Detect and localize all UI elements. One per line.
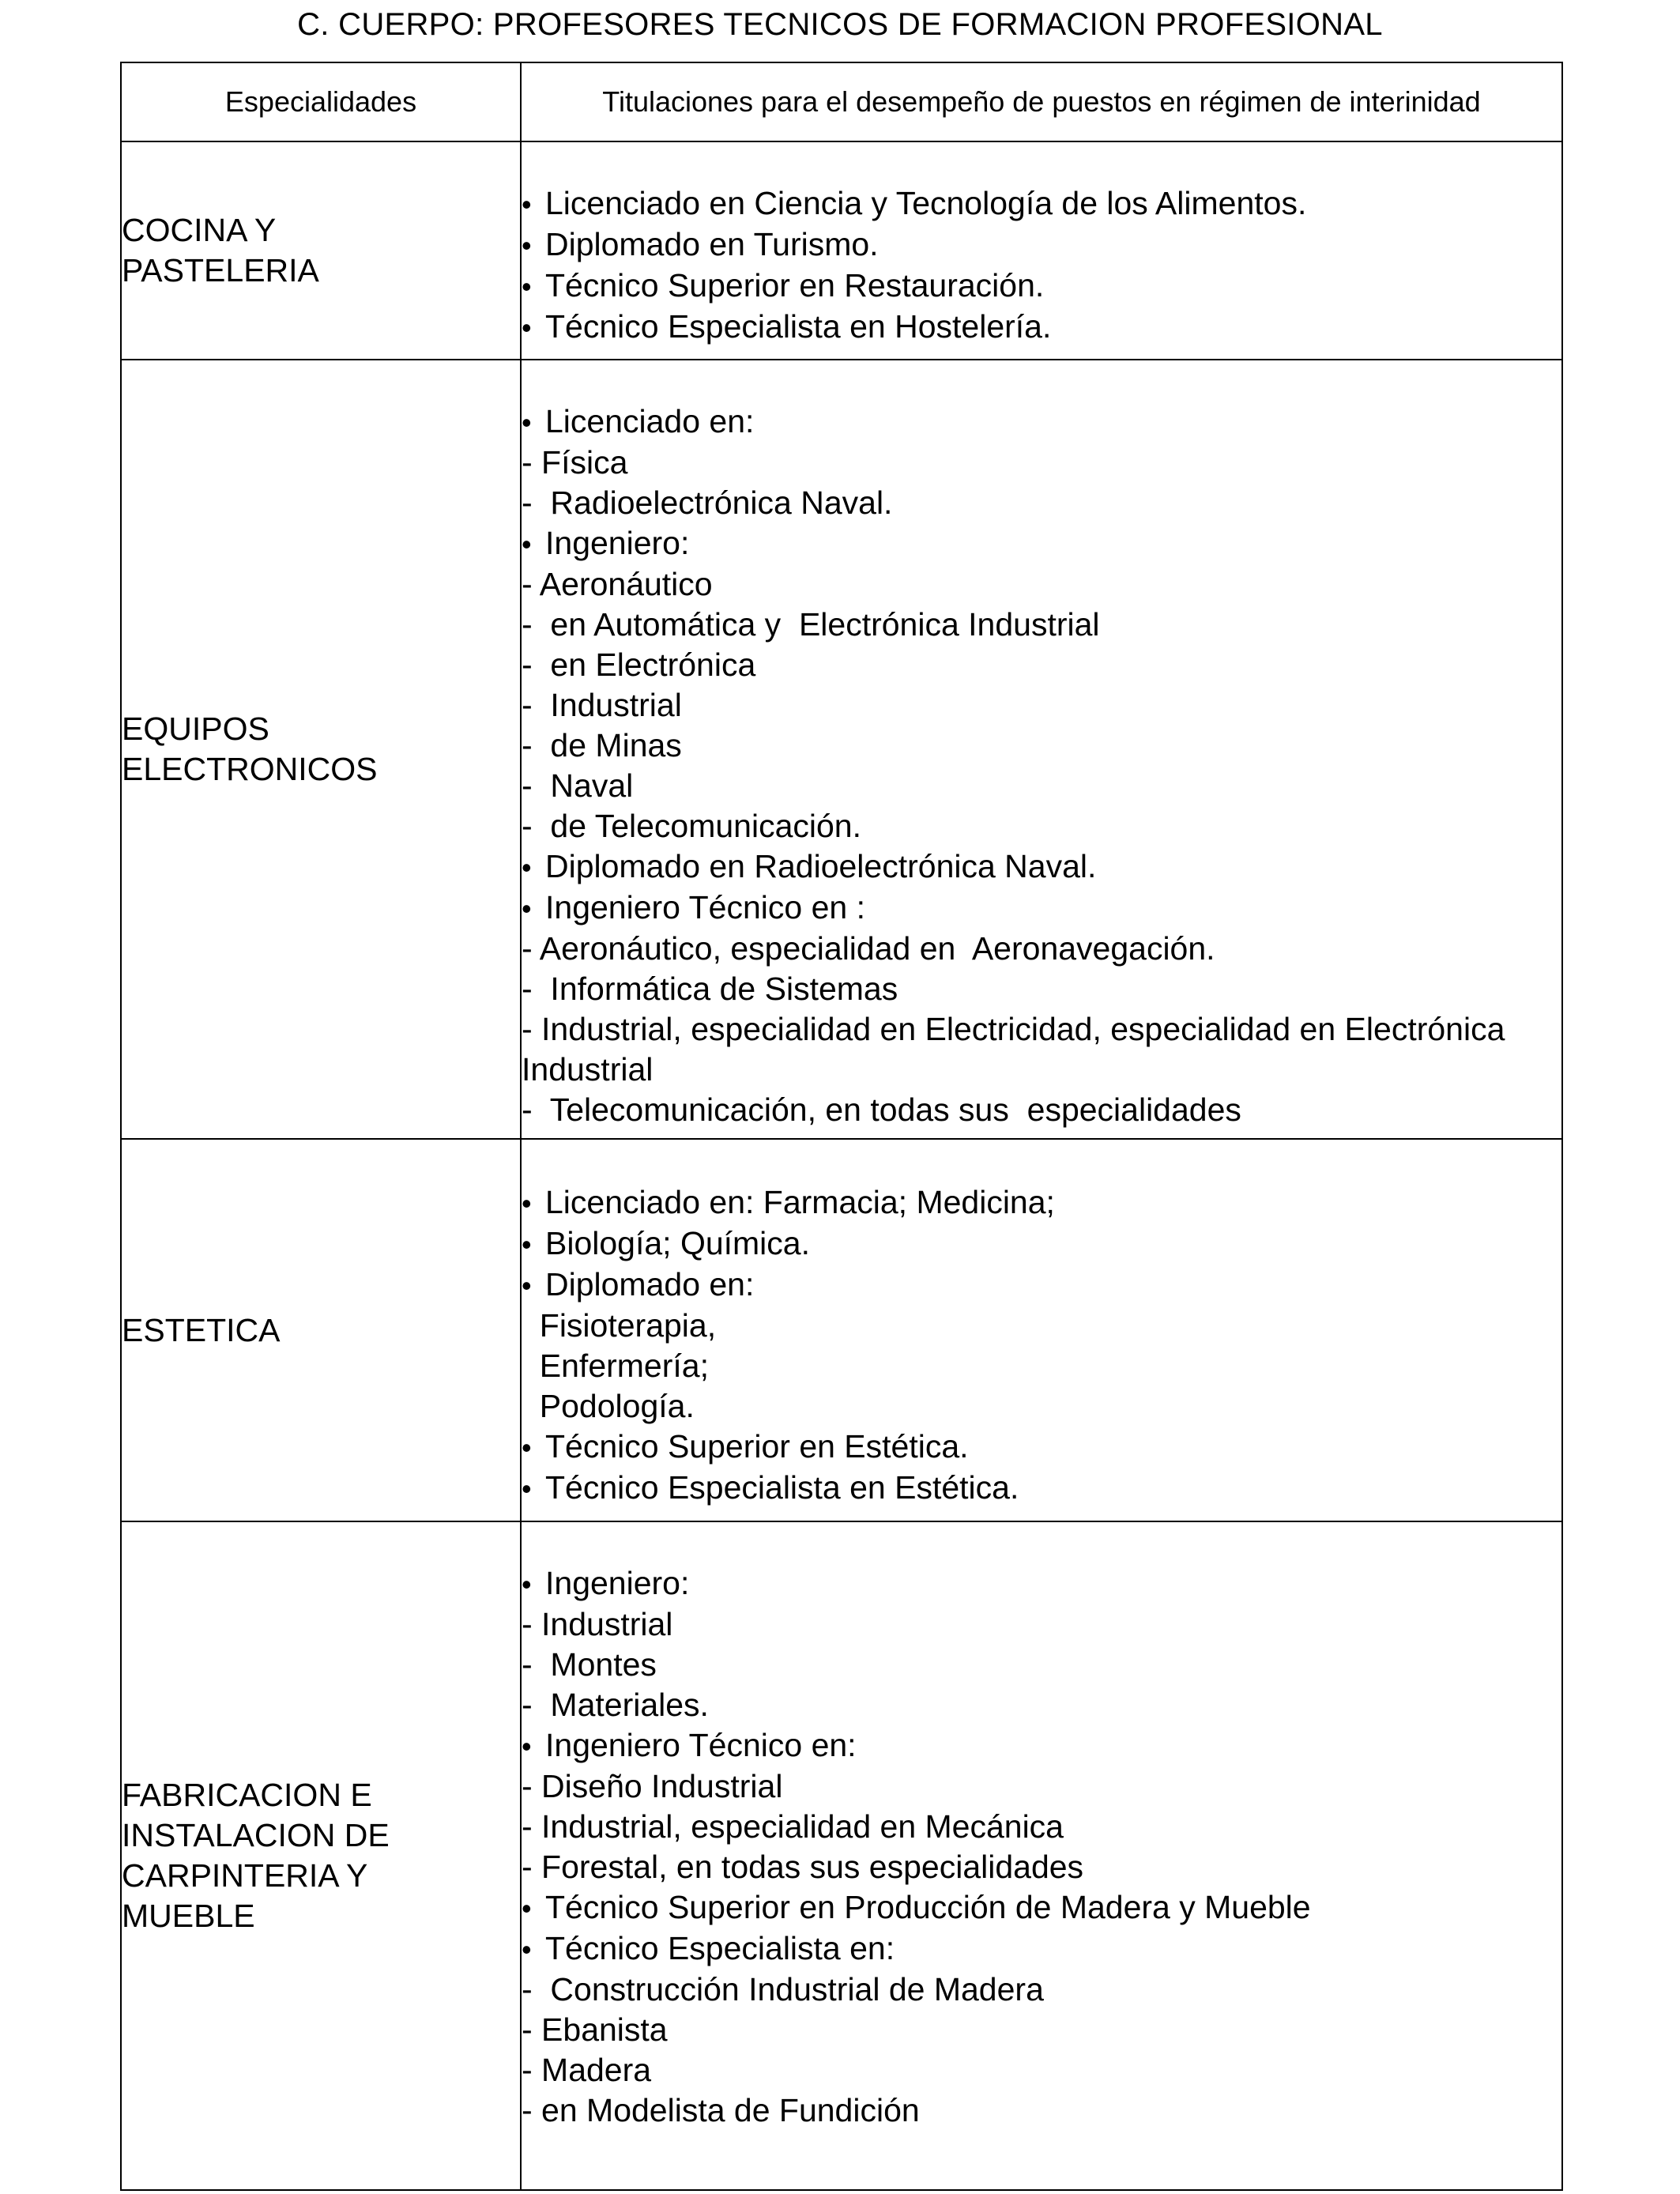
bullet-item: • Ingeniero: <box>522 1563 1561 1604</box>
sub-item: - Aeronáutico, especialidad en Aeronavegación. <box>522 930 1215 967</box>
sub-item: - Industrial <box>522 687 682 723</box>
bullet-item: • Técnico Especialista en Hostelería. <box>522 307 1561 348</box>
specialty-cell <box>121 1521 521 2190</box>
sub-item: - Industrial, especialidad en Mecánica <box>522 1808 1064 1845</box>
specialty-name-line: PASTELERIA <box>122 252 319 288</box>
bullet-item: • Ingeniero Técnico en : <box>522 888 1561 929</box>
sub-item: Podología. <box>522 1388 695 1424</box>
bullet-item: • Biología; Química. <box>522 1223 1561 1265</box>
sub-item: - Naval <box>522 767 634 804</box>
table-row <box>121 141 1562 360</box>
header-especialidades: Especialidades <box>121 62 521 141</box>
titulaciones-cell <box>521 141 1562 360</box>
bullet-item: • Diplomado en Turismo. <box>522 224 1561 266</box>
table-row <box>121 360 1562 1139</box>
specialty-cell <box>121 141 521 360</box>
sub-item: Enfermería; <box>522 1348 709 1384</box>
sub-item: - en Electrónica <box>522 647 756 683</box>
sub-item: - Industrial <box>522 1606 673 1642</box>
sub-item: - Forestal, en todas sus especialidades <box>522 1849 1084 1885</box>
bullet-item: • Licenciado en: <box>522 401 1561 443</box>
sub-item: - Física <box>522 444 628 481</box>
bullet-item: • Licenciado en Ciencia y Tecnología de los Alimentos. <box>522 183 1561 224</box>
specialty-name-line: MUEBLE <box>122 1898 255 1934</box>
bullet-item: • Técnico Especialista en Estética. <box>522 1468 1561 1509</box>
sub-item: - Informática de Sistemas <box>522 971 898 1007</box>
specialty-cell <box>121 1139 521 1521</box>
sub-item: - Telecomunicación, en todas sus especialidades <box>522 1091 1241 1128</box>
sub-item: - Materiales. <box>522 1687 709 1723</box>
specialty-cell <box>121 360 521 1139</box>
sub-item: - Ebanista <box>522 2011 668 2048</box>
specialty-name-line: FABRICACION E <box>122 1777 372 1813</box>
sub-item: - en Modelista de Fundición <box>522 2092 920 2128</box>
document-title: C. CUERPO: PROFESORES TECNICOS DE FORMACION PROFESIONAL <box>297 7 1383 42</box>
titulaciones-cell <box>521 1521 1562 2190</box>
sub-item: Fisioterapia, <box>522 1307 717 1344</box>
specialty-name-line: ESTETICA <box>122 1311 281 1348</box>
specialty-name-line: CARPINTERIA Y <box>122 1857 368 1894</box>
titulaciones-cell <box>521 1139 1562 1521</box>
sub-item: - Aeronáutico <box>522 566 713 602</box>
specialty-name-line: ELECTRONICOS <box>122 751 378 787</box>
sub-item: - Radioelectrónica Naval. <box>522 484 893 521</box>
header-titulaciones: Titulaciones para el desempeño de puestos en régimen de interinidad <box>521 62 1562 141</box>
table-row <box>121 1521 1562 2190</box>
table-header-row <box>121 62 1562 141</box>
sub-item: - Construcción Industrial de Madera <box>522 1971 1044 2007</box>
specialty-name-line: INSTALACION DE <box>122 1817 390 1853</box>
bullet-item: • Técnico Superior en Producción de Madera y Mueble <box>522 1887 1561 1928</box>
table-row <box>121 1139 1562 1521</box>
sub-item: - de Minas <box>522 727 682 763</box>
sub-item: - Industrial, especialidad en Electricidad, especialidad en Electrónica Industrial <box>522 1011 1505 1088</box>
sub-item: - de Telecomunicación. <box>522 808 861 844</box>
bullet-item: • Técnico Superior en Estética. <box>522 1427 1561 1468</box>
bullet-item: • Ingeniero: <box>522 523 1561 564</box>
specialty-name-line: EQUIPOS <box>122 711 269 747</box>
sub-item: - en Automática y Electrónica Industrial <box>522 606 1100 643</box>
specialty-name-line: COCINA Y <box>122 212 277 248</box>
bullet-item: • Ingeniero Técnico en: <box>522 1725 1561 1766</box>
sub-item: - Montes <box>522 1646 657 1683</box>
bullet-item: • Licenciado en: Farmacia; Medicina; <box>522 1182 1561 1223</box>
bullet-item: • Técnico Superior en Restauración. <box>522 266 1561 307</box>
bullet-item: • Técnico Especialista en: <box>522 1928 1561 1970</box>
bullet-item: • Diplomado en: <box>522 1265 1561 1306</box>
sub-item: - Diseño Industrial <box>522 1768 783 1804</box>
bullet-item: • Diplomado en Radioelectrónica Naval. <box>522 846 1561 888</box>
titulaciones-cell <box>521 360 1562 1139</box>
titulaciones-table <box>120 62 1563 2191</box>
sub-item: - Madera <box>522 2052 652 2088</box>
